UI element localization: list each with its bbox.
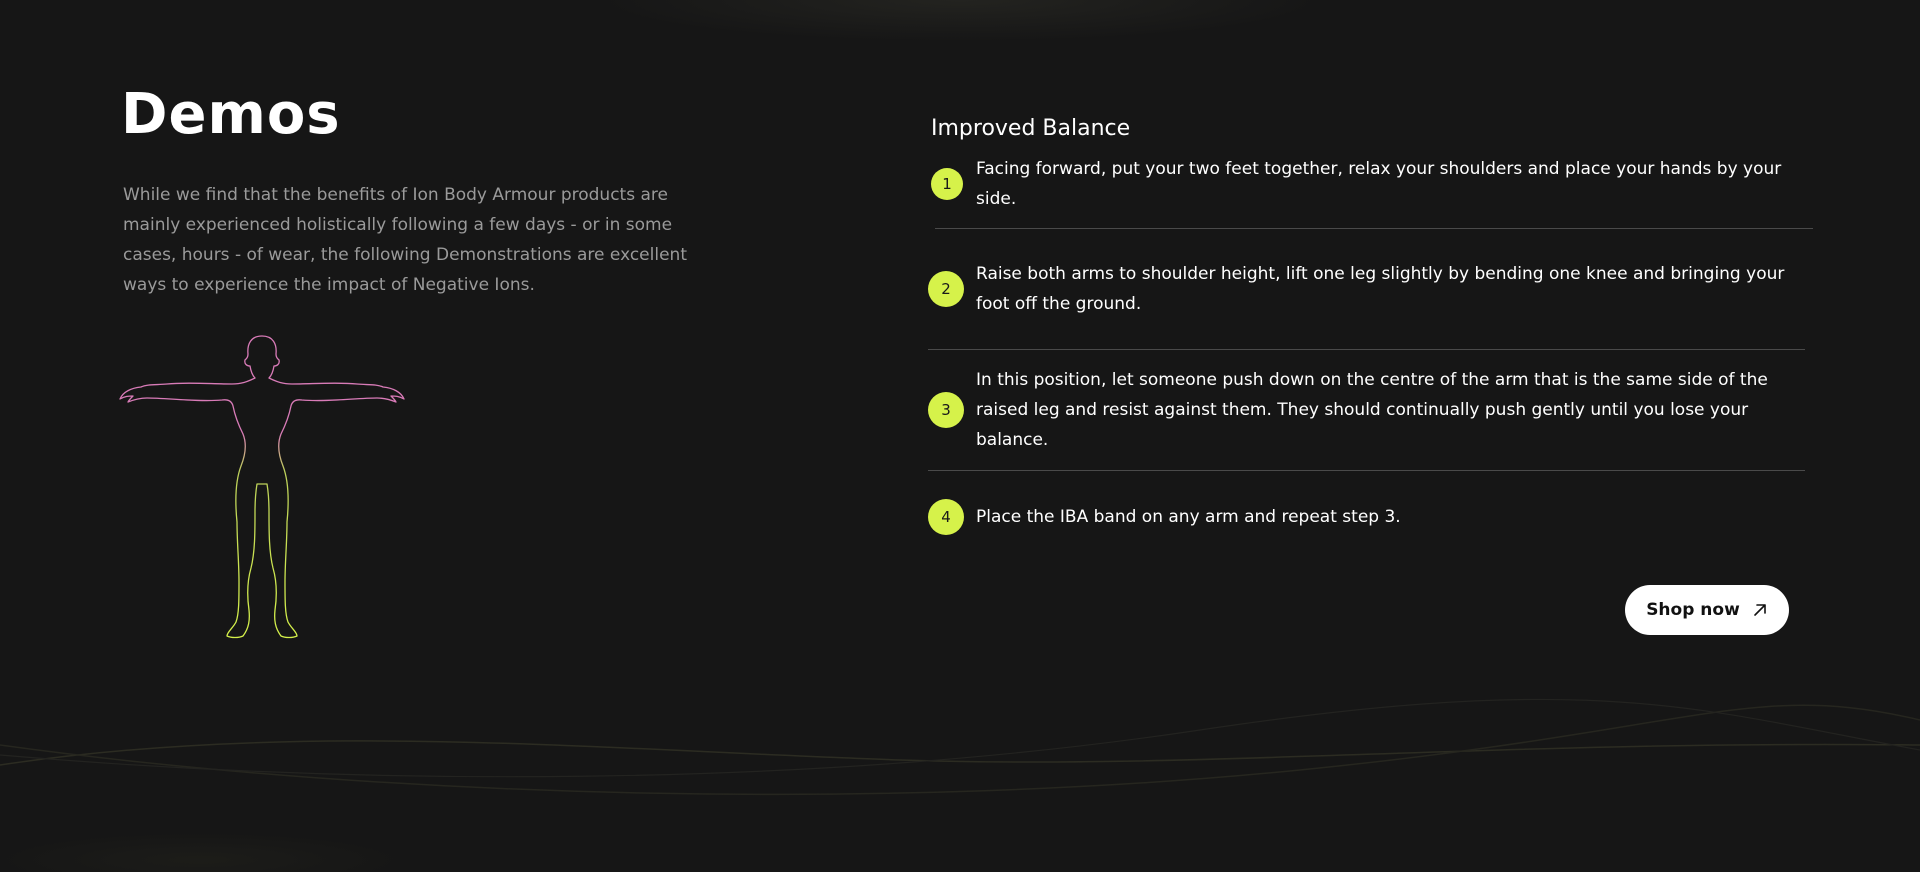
- background-waves: [0, 690, 1920, 840]
- intro-text: While we find that the benefits of Ion Body Armour products are mainly experienced holistically following a few days - or in some cases, hours - of wear, the following Demonstrations are excellent ways to experience the impact of Negative Ions.: [123, 185, 687, 295]
- shop-now-label: Shop now: [1646, 600, 1740, 620]
- section-title: Demos: [121, 82, 341, 147]
- step-text: Facing forward, put your two feet together, relax your shoulders and place your hands by your side.: [976, 159, 1782, 209]
- list-item: [930, 259, 1810, 319]
- steps-list: [930, 159, 1810, 535]
- list-item: [930, 370, 1810, 450]
- step-text: Raise both arms to shoulder height, lift one leg slightly by bending one knee and bringing your foot off the ground.: [976, 264, 1785, 314]
- step-number-badge: 2: [928, 271, 964, 307]
- demo-title: Improved Balance: [931, 116, 1131, 141]
- demo-column: [930, 112, 1810, 535]
- intro-column: [121, 80, 741, 300]
- step-text: In this position, let someone push down on the centre of the arm that is the same side of the raised leg and resist against them. They should continually push gently until you lose your balance.: [976, 370, 1768, 450]
- shop-now-button[interactable]: [1625, 585, 1789, 635]
- step-number-badge: 3: [928, 392, 964, 428]
- arrow-up-right-icon: [1752, 602, 1768, 618]
- list-item: [930, 499, 1810, 535]
- step-number-badge: 1: [931, 168, 963, 200]
- list-item: [930, 159, 1810, 209]
- step-divider: [928, 349, 1805, 350]
- human-figure-outline-icon: [117, 332, 407, 640]
- step-divider: [928, 470, 1805, 471]
- step-text: Place the IBA band on any arm and repeat step 3.: [976, 507, 1401, 527]
- step-number-badge: 4: [928, 499, 964, 535]
- step-divider: [935, 228, 1813, 229]
